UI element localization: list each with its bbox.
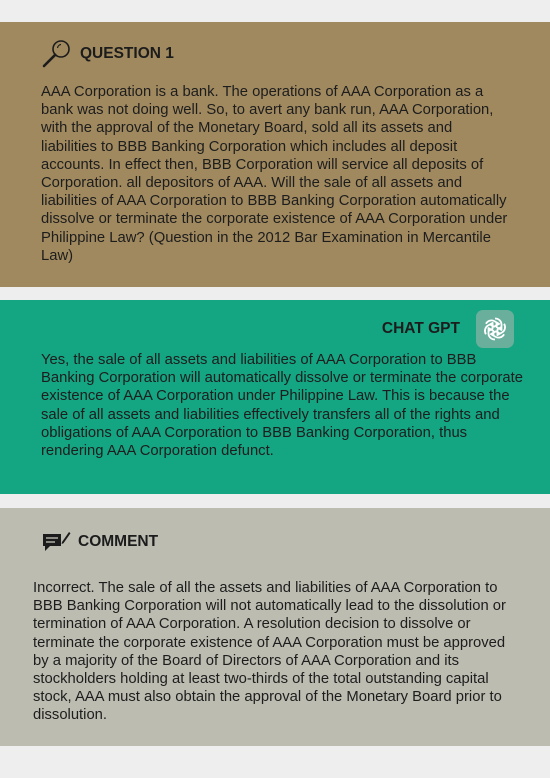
comment-header <box>41 529 158 555</box>
comment-pen-icon <box>41 529 71 555</box>
openai-logo-icon <box>476 310 514 348</box>
comment-text: Incorrect. The sale of all the assets and liabilities of AAA Corporation to BBB Banking Corporation will not automatically lead to the dissolution or termination of AAA Corporation. A resolution decision to dissolve or terminate the corporate existence of AAA Corporation must be approved by a majority of the Board of Directors of AAA Corporation and its stockholders holding at least two-thirds of the total outstanding capital stock, AAA must also obtain the approval of the Monetary Board prior to dissolution. <box>33 580 506 724</box>
question-heading: QUESTION 1 <box>80 45 174 62</box>
chatgpt-header <box>382 310 514 348</box>
comment-card <box>0 508 550 746</box>
chatgpt-heading: CHAT GPT <box>381 320 460 337</box>
comment-heading: COMMENT <box>78 533 159 550</box>
chatgpt-card <box>0 300 550 494</box>
question-header <box>41 38 174 70</box>
question-card <box>0 22 550 287</box>
chatgpt-answer-text: Yes, the sale of all assets and liabilities of AAA Corporation to BBB Banking Corporation will automatically dissolve or terminate the corporate existence of AAA Corporation under Philippine Law. This is because the sale of all assets and liabilities effectively transfers all of the rights and obligations of AAA Corporation to BBB Banking Corporation, thus rendering AAA Corporation defunct. <box>41 352 523 460</box>
question-text: AAA Corporation is a bank. The operations of AAA Corporation as a bank was not doing well. So, to avert any bank run, AAA Corporation, with the approval of the Monetary Board, sold all its assets and liabilities to BBB Banking Corporation which includes all deposit accounts. In effect then, BBB Corporation will service all deposits of Corporation. all depositors of AAA. Will the sale of all assets and liabilities of AAA Corporation to BBB Banking Corporation automatically dissolve or terminate the corporate existence of AAA Corporation under Philippine Law? (Question in the 2012 Bar Examination in Mercantile Law) <box>41 84 508 264</box>
magnifier-icon <box>41 38 73 70</box>
